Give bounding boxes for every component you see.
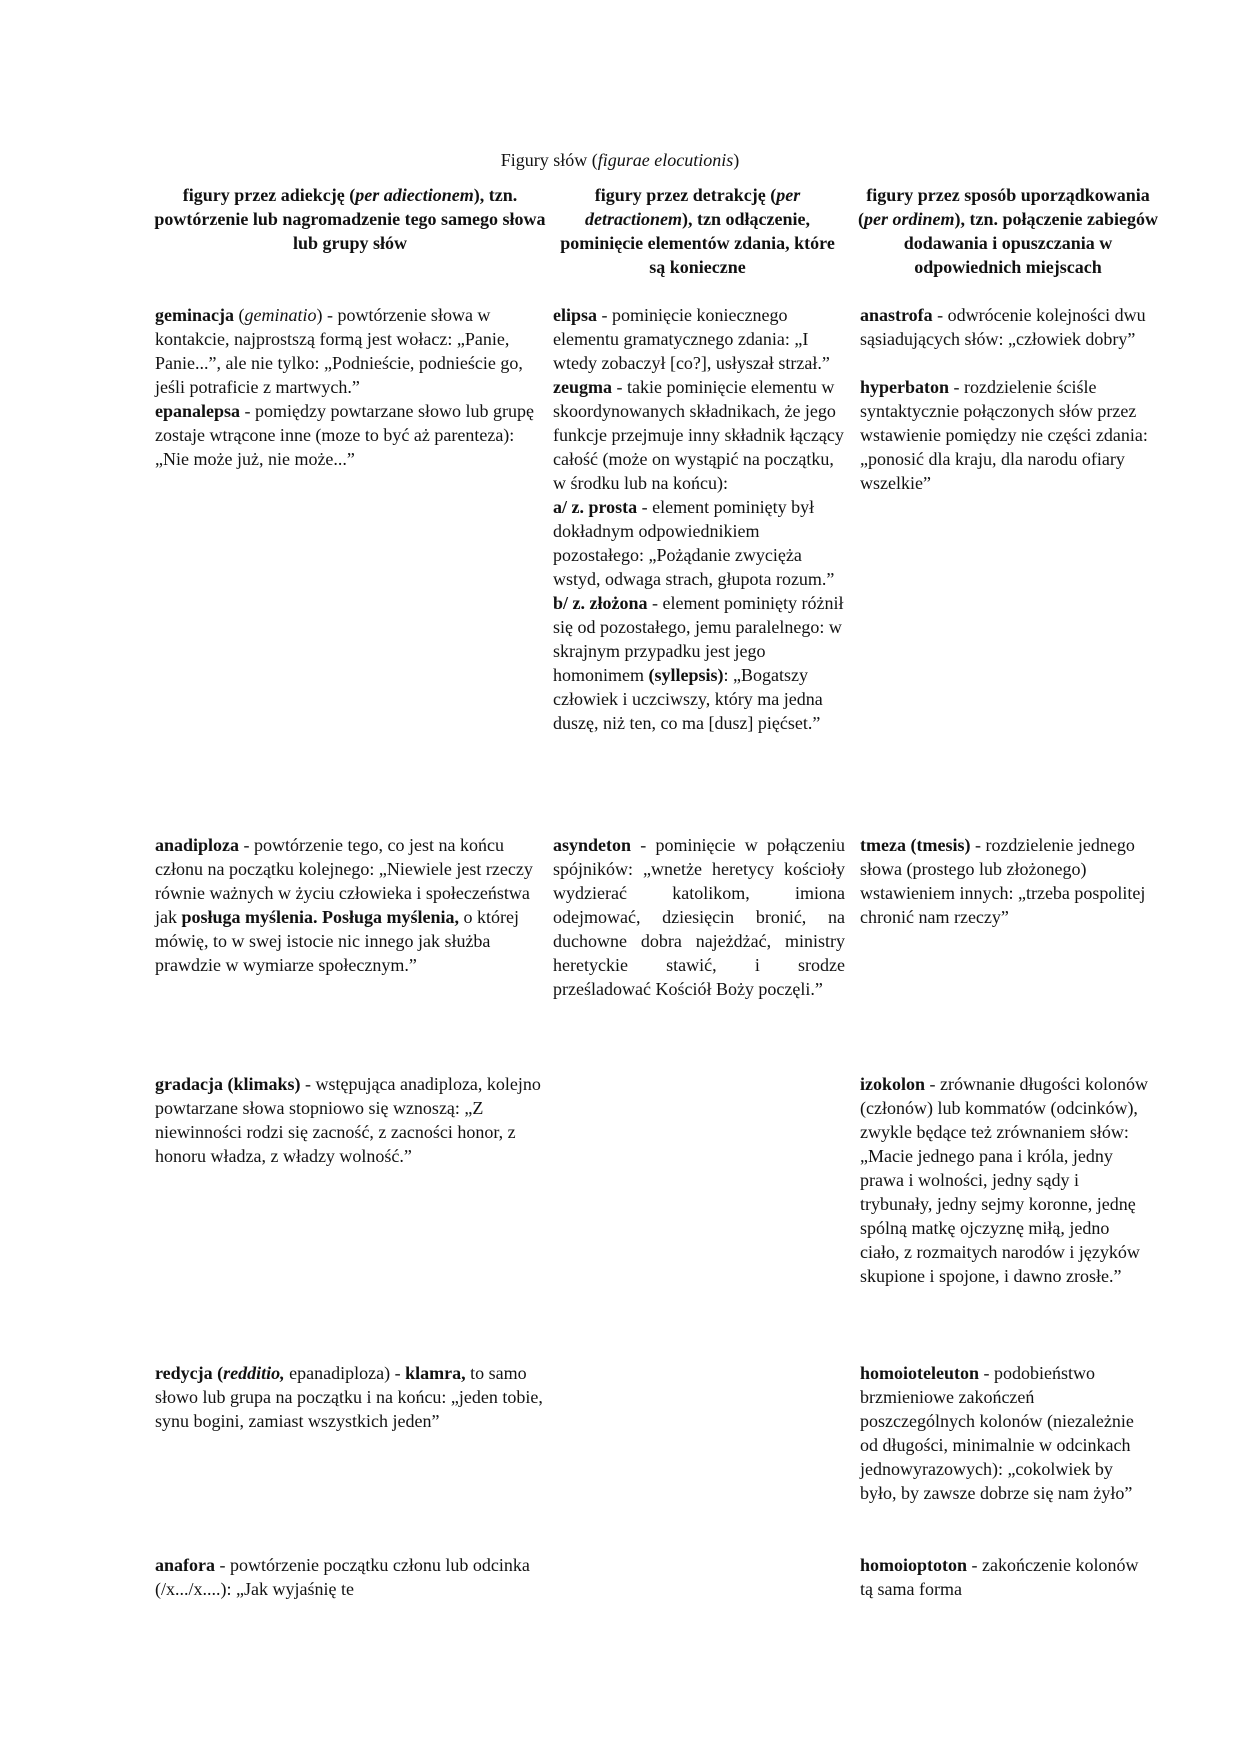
entry-paragraph — [860, 375, 1150, 495]
cell-homoioptoton — [860, 1553, 1150, 1601]
entry-paragraph — [553, 591, 845, 735]
body-text: - powtórzenie tego, co jest na końcu członu na początku kolejnego: „Niewiele jest rzeczy równie ważnych w życiu człowieka i społeczeństwa jak — [155, 835, 533, 927]
entry-paragraph — [155, 399, 545, 471]
body-text: epanadiploza) - — [284, 1363, 406, 1383]
term-text: anadiploza — [155, 835, 240, 855]
entry-paragraph — [155, 303, 545, 399]
body-text: - wstępująca anadiploza, kolejno powtarzane słowa stopniowo się wznoszą: „Z niewinności rodzi się zacność, z zacności honor, z honoru władza, z władzy wolność.” — [155, 1074, 541, 1166]
term-text: homoioptoton — [860, 1555, 968, 1575]
body-text — [860, 353, 865, 373]
entry-paragraph — [553, 375, 845, 495]
cell-homoioteleuton — [860, 1361, 1150, 1505]
cell-geminacja-epanalepsa — [155, 303, 545, 471]
cell-anastrofa-hyperbaton — [860, 303, 1150, 495]
body-text: : „Bogatszy człowiek i uczciwszy, który ma jedna duszę, niż ten, co ma [dusz] pięćset.” — [553, 665, 823, 733]
body-text: - rozdzielenie ściśle syntaktycznie połączonych słów przez wstawienie pomiędzy nie części zdania: „ponosić dla kraju, dla narodu ofiary wszelkie” — [860, 377, 1148, 493]
body-text: - zrównanie długości kolonów (członów) lub kommatów (odcinków), zwykle będące też zrównaniem słów: „Macie jednego pana i króla, jedny prawa i wolności, jedny sądy i trybunały, jedny sejmy koronne, jednę spólną matkę ojczyznę miłą, jedno ciało, z rozmaitych narodów i języków skupione i spojone, i dawno zrosłe.” — [860, 1074, 1148, 1286]
body-text: - odwrócenie kolejności dwu sąsiadujących słów: „człowiek dobry” — [860, 305, 1146, 349]
body-text: to samo słowo lub grupa na początku i na końcu: „jeden tobie, synu bogini, zamiast wszystkich jeden” — [155, 1363, 543, 1431]
body-text: per ordinem — [864, 209, 955, 229]
body-text: - takie pominięcie elementu w skoordynowanych składnikach, że jego funkcje przejmuje inny składnik łączący całość (może on wystąpić na początku, w środku lub na końcu): — [553, 377, 844, 493]
body-text: ), tzn. połączenie zabiegów dodawania i opuszczania w odpowiednich miejscach — [903, 209, 1158, 277]
term-text: elipsa — [553, 305, 598, 325]
term-text: b/ z. złożona — [553, 593, 648, 613]
body-text: - pomiędzy powtarzane słowo lub grupę zostaje wtrącone inne (moze to być aż parenteza): „Nie może już, nie może...” — [155, 401, 534, 469]
term-text: anafora — [155, 1555, 215, 1575]
term-text: (syllepsis) — [648, 665, 724, 685]
body-text: geminatio — [244, 305, 317, 325]
entry-paragraph — [860, 833, 1150, 929]
entry-paragraph — [553, 495, 845, 591]
body-text: - element pominięty różnił się od pozostałego, jemu paralelnego: w skrajnym przypadku jest jego homonimem — [553, 593, 844, 685]
entry-paragraph — [860, 1072, 1150, 1288]
term-text: redditio, — [223, 1363, 285, 1383]
body-text: - pominięcie koniecznego elementu gramatycznego zdania: „I wtedy zobaczył [co?], usłyszał strzał.” — [553, 305, 830, 373]
body-text: - rozdzielenie jednego słowa (prostego lub złożonego) wstawieniem innych: „trzeba pospolitej chronić nam rzeczy” — [860, 835, 1146, 927]
entry-paragraph — [860, 1361, 1150, 1505]
term-text: posługa myślenia. Posługa myślenia, — [181, 907, 460, 927]
body-text: ), tzn. powtórzenie lub nagromadzenie tego samego słowa lub grupy słów — [154, 185, 546, 253]
entry-paragraph — [860, 303, 1150, 351]
entry-paragraph — [155, 1553, 545, 1601]
body-text: ) - powtórzenie słowa w kontakcie, najprostszą formą jest wołacz: „Panie, Panie...”, ale nie tylko: „Podnieście, podnieście go, jeśli potraficie z martwych.” — [155, 305, 523, 397]
entry-paragraph — [860, 351, 1150, 375]
entry-paragraph — [553, 303, 845, 375]
cell-redycja — [155, 1361, 545, 1433]
body-text: - podobieństwo brzmieniowe zakończeń poszczególnych kolonów (niezależnie od długości, minimalnie w odcinkach jednowyrazowych): „cokolwiek by było, by zawsze dobrze się nam żyło” — [860, 1363, 1134, 1503]
column-header-detrakcja — [555, 183, 840, 279]
cell-gradacja — [155, 1072, 545, 1168]
term-text: klamra, — [405, 1363, 466, 1383]
body-text: figury przez adiekcję ( — [182, 185, 356, 205]
body-text: - pominięcie w połączeniu spójników: „wnetże heretycy kościoły wydzierać katolikom, imiona odejmować, dziesięcin bronić, na duchowne dobra najeżdżać, ministry heretyckie stawić, i srodze prześladować Kościół Boży poczęli.” — [553, 835, 845, 999]
term-text: zeugma — [553, 377, 612, 397]
column-header-ordinem — [858, 183, 1158, 279]
cell-elipsa-zeugma — [553, 303, 845, 735]
cell-asyndeton — [553, 833, 845, 1001]
term-text: asyndeton — [553, 835, 632, 855]
term-text: tmeza (tmesis) — [860, 835, 971, 855]
term-text: redycja ( — [155, 1363, 224, 1383]
entry-paragraph — [155, 1361, 545, 1433]
term-text: geminacja — [155, 305, 234, 325]
body-text: ( — [233, 305, 245, 325]
document-title: Figury słów (figurae elocutionis) — [500, 150, 740, 170]
term-text: a/ z. prosta — [553, 497, 638, 517]
body-text: ), tzn odłączenie, pominięcie elementów zdania, które są konieczne — [560, 209, 835, 277]
body-text: - element pominięty był dokładnym odpowiednikiem pozostałego: „Pożądanie zwycięża wstyd, odwaga strach, głupota rozum.” — [553, 497, 835, 589]
cell-tmeza — [860, 833, 1150, 929]
term-text: anastrofa — [860, 305, 933, 325]
body-text: - powtórzenie początku członu lub odcinka (/x.../x....): „Jak wyjaśnię te — [155, 1555, 530, 1599]
entry-paragraph — [553, 833, 845, 1001]
cell-anafora — [155, 1553, 545, 1601]
entry-paragraph — [155, 833, 545, 977]
term-text: gradacja (klimaks) — [155, 1074, 301, 1094]
entry-paragraph — [155, 1072, 545, 1168]
body-text: per detractionem — [585, 185, 801, 229]
cell-izokolon — [860, 1072, 1150, 1288]
body-text: - zakończenie kolonów tą sama forma — [860, 1555, 1139, 1599]
cell-anadiploza — [155, 833, 545, 977]
body-text: figury przez detrakcję ( — [594, 185, 777, 205]
term-text: izokolon — [860, 1074, 926, 1094]
term-text: epanalepsa — [155, 401, 241, 421]
entry-paragraph — [860, 1553, 1150, 1601]
column-header-adiekcja — [150, 183, 550, 255]
term-text: homoioteleuton — [860, 1363, 979, 1383]
body-text: figury przez sposób uporządkowania ( — [858, 185, 1150, 229]
body-text: o której mówię, to w swej istocie nic innego jak służba prawdzie w wymiarze społecznym.” — [155, 907, 520, 975]
body-text: per adiectionem — [355, 185, 474, 205]
term-text: hyperbaton — [860, 377, 950, 397]
